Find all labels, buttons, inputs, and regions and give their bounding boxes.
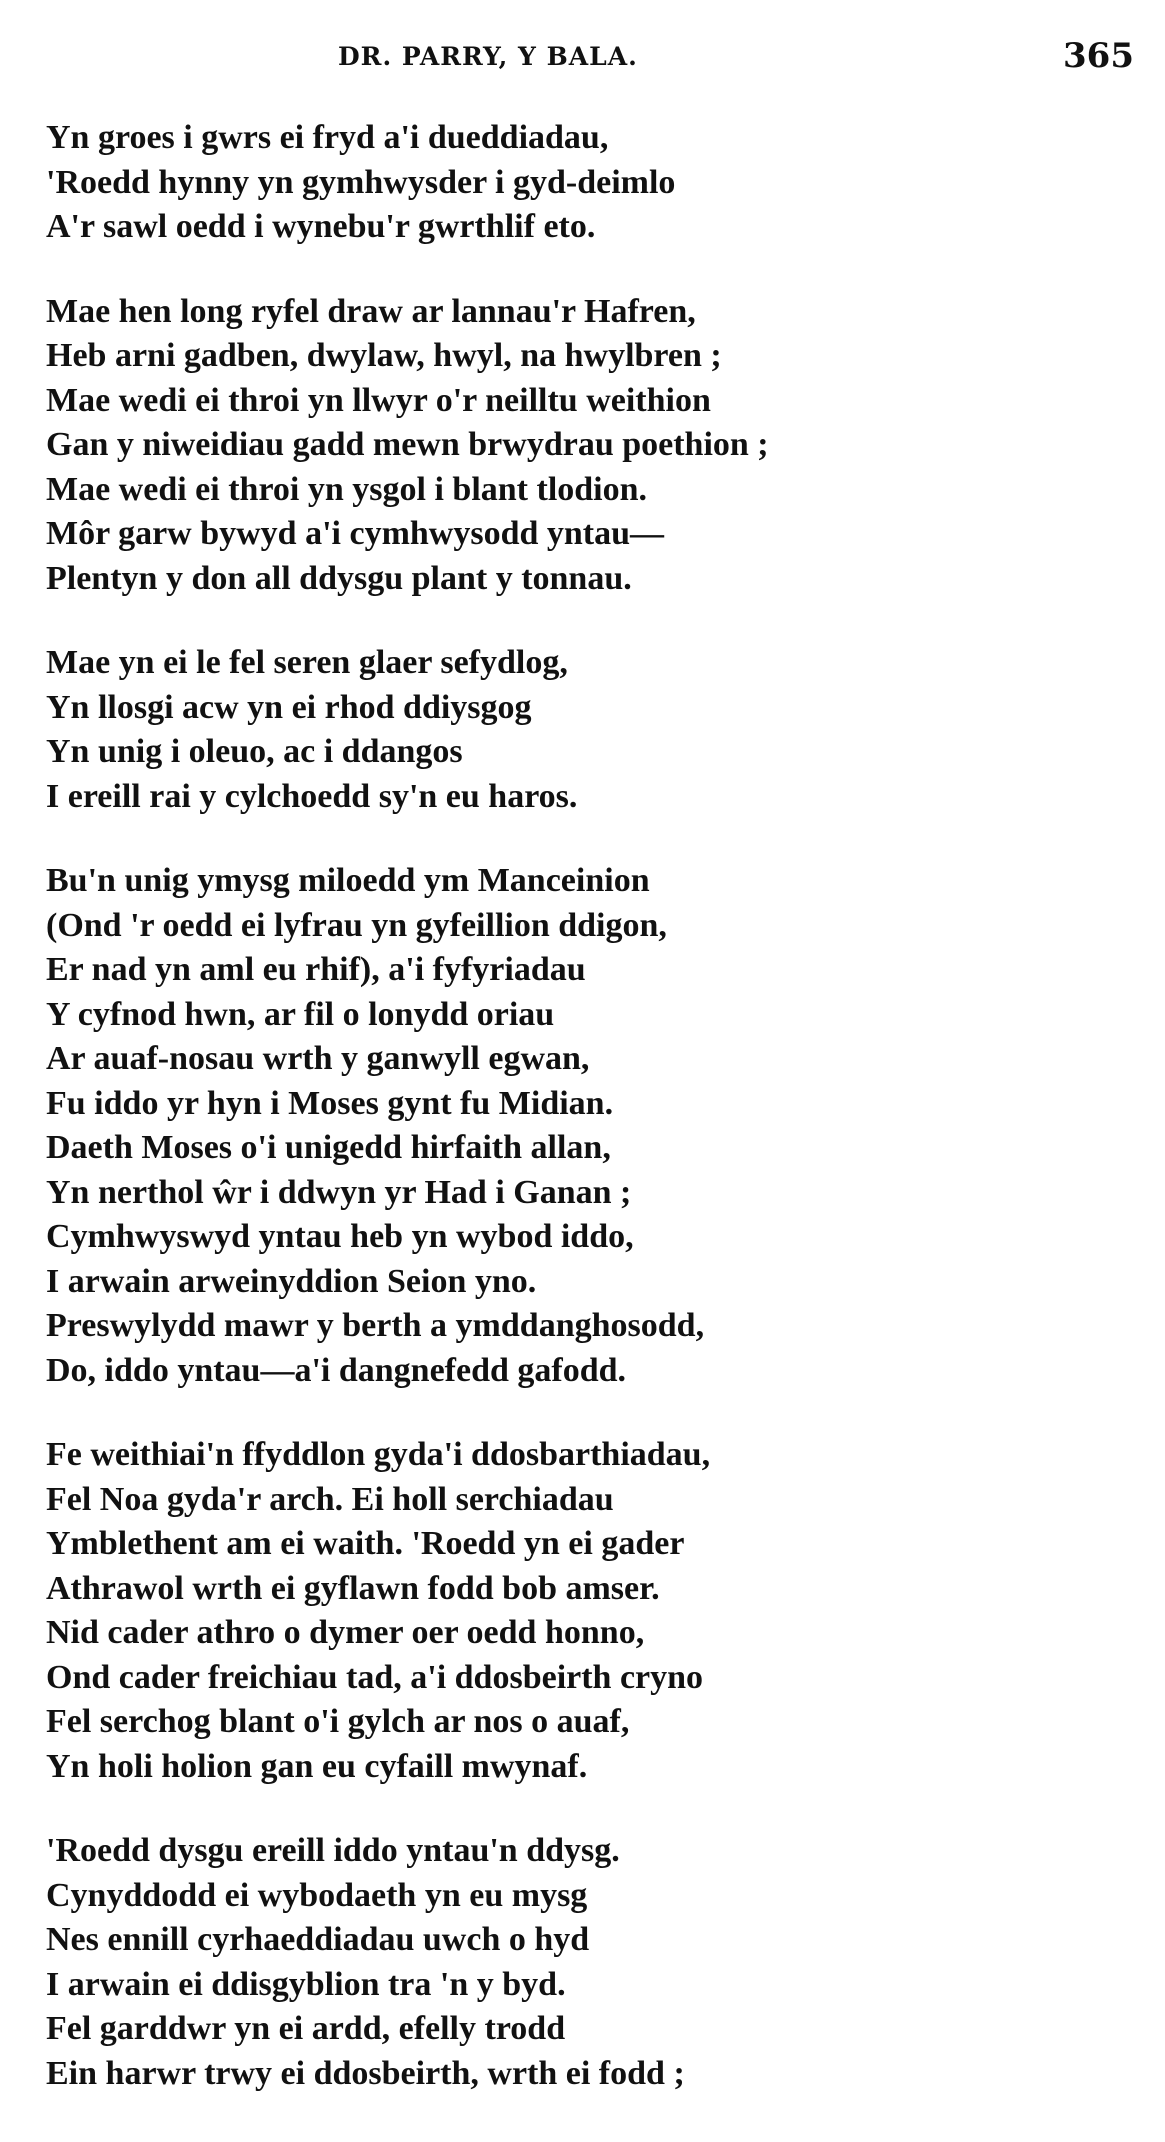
verse-line: Ymblethent am ei waith. 'Roedd yn ei gader — [46, 1525, 685, 1562]
verse-line: Nes ennill cyrhaeddiadau uwch o hyd — [46, 1921, 590, 1958]
verse-line: Cymhwyswyd yntau heb yn wybod iddo, — [46, 1218, 634, 1255]
verse-line: Plentyn y don all ddysgu plant y tonnau. — [46, 559, 632, 597]
verse-line: Ar auaf-nosau wrth y ganwyll egwan, — [46, 1040, 590, 1077]
verse-line: Yn nerthol ŵr i ddwyn yr Had i Ganan ; — [46, 1173, 632, 1211]
verse-line: Mae wedi ei throi yn llwyr o'r neilltu weithion — [46, 381, 711, 419]
verse-line: Er nad yn aml eu rhif), a'i fyfyriadau — [46, 951, 586, 988]
poem-body — [46, 116, 1126, 2136]
verse-line: Fel serchog blant o'i gylch ar nos o auaf, — [46, 1703, 630, 1740]
verse-line: Ein harwr trwy ei ddosbeirth, wrth ei fodd ; — [46, 2054, 685, 2092]
verse-line: Gan y niweidiau gadd mewn brwydrau poethion ; — [46, 426, 769, 463]
verse-line: Nid cader athro o dymer oer oedd honno, — [46, 1614, 645, 1651]
verse-line: Daeth Moses o'i unigedd hirfaith allan, — [46, 1129, 611, 1166]
verse-line: 'Roedd dysgu ereill iddo yntau'n ddysg. — [46, 1832, 620, 1869]
verse-line: Preswylydd mawr y berth a ymddanghosodd, — [46, 1307, 705, 1344]
verse-line: Mae hen long ryfel draw ar lannau'r Hafren, — [46, 292, 696, 330]
verse-line: Mae wedi ei throi yn ysgol i blant tlodion. — [46, 470, 648, 508]
verse-line: Yn groes i gwrs ei fryd a'i dueddiadau, — [46, 119, 609, 156]
stanza — [46, 1829, 1126, 2096]
verse-line: Yn unig i oleuo, ac i ddangos — [46, 733, 463, 770]
page-number: 365 — [1063, 36, 1134, 76]
stanza — [46, 1433, 1126, 1789]
verse-line: I arwain arweinyddion Seion yno. — [46, 1262, 537, 1300]
verse-line: Y cyfnod hwn, ar fil o lonydd oriau — [46, 995, 555, 1033]
verse-line: Fu iddo yr hyn i Moses gynt fu Midian. — [46, 1084, 614, 1122]
verse-line: (Ond 'r oedd ei lyfrau yn gyfeillion ddigon, — [46, 906, 667, 944]
stanza — [46, 116, 1126, 250]
verse-line: I arwain ei ddisgyblion tra 'n y byd. — [46, 1965, 566, 2003]
verse-line: I ereill rai y cylchoedd sy'n eu haros. — [46, 777, 578, 815]
verse-line: Môr garw bywyd a'i cymhwysodd yntau— — [46, 515, 665, 552]
stanza — [46, 859, 1126, 1393]
verse-line: 'Roedd hynny yn gymhwysder i gyd-deimlo — [46, 163, 676, 201]
verse-line: Athrawol wrth ei gyflawn fodd bob amser. — [46, 1569, 660, 1607]
verse-line: Yn llosgi acw yn ei rhod ddiysgog — [46, 688, 532, 726]
stanza — [46, 641, 1126, 819]
verse-line: Do, iddo yntau—a'i dangnefedd gafodd. — [46, 1351, 627, 1389]
verse-line: Cynyddodd ei wybodaeth yn eu mysg — [46, 1876, 588, 1914]
stanza — [46, 290, 1126, 602]
verse-line: Ond cader freichiau tad, a'i ddosbeirth cryno — [46, 1658, 704, 1696]
verse-line: Yn holi holion gan eu cyfaill mwynaf. — [46, 1747, 588, 1785]
verse-line: Bu'n unig ymysg miloedd ym Manceinion — [46, 862, 650, 899]
verse-line: Mae yn ei le fel seren glaer sefydlog, — [46, 644, 568, 681]
running-head — [0, 36, 1165, 82]
verse-line: A'r sawl oedd i wynebu'r gwrthlif eto. — [46, 208, 596, 245]
verse-line: Fel garddwr yn ei ardd, efelly trodd — [46, 2010, 566, 2047]
running-title: DR. PARRY, Y BALA. — [338, 42, 638, 71]
verse-line: Fe weithiai'n ffyddlon gyda'i ddosbarthiadau, — [46, 1436, 711, 1473]
verse-line: Fel Noa gyda'r arch. Ei holl serchiadau — [46, 1480, 614, 1518]
verse-line: Heb arni gadben, dwylaw, hwyl, na hwylbren ; — [46, 337, 722, 374]
